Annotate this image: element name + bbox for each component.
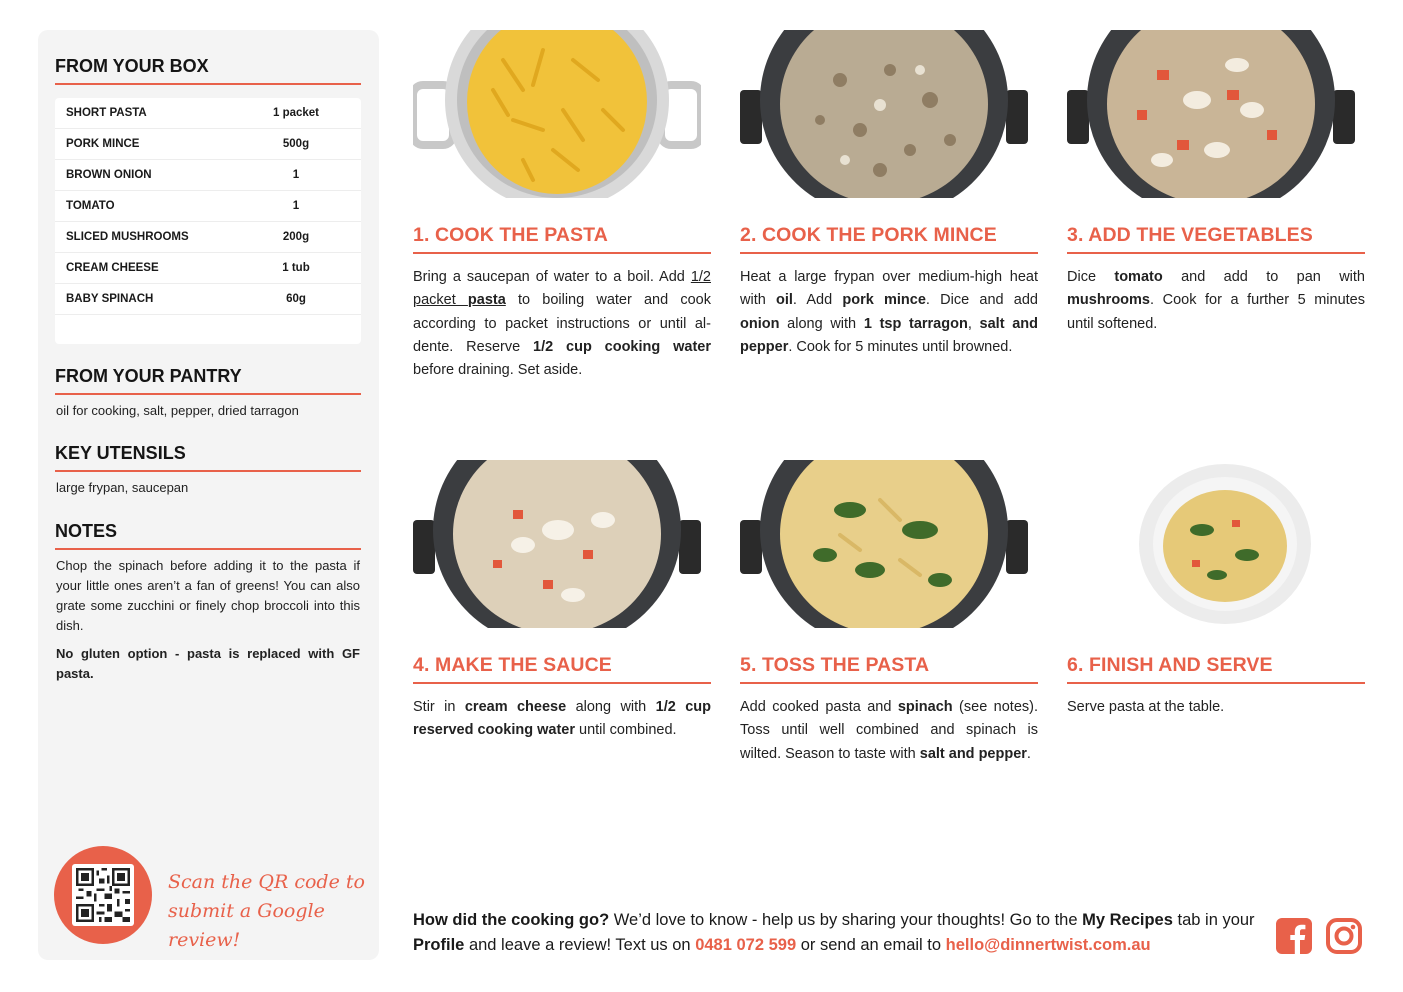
step-text-run: spinach	[897, 699, 953, 715]
gluten-note: No gluten option - pasta is replaced with GF pasta.	[56, 646, 360, 681]
step-text-run: 1/2 cup reserved cooking water	[413, 699, 711, 739]
footer-question: How did the cooking go?	[413, 911, 610, 929]
step-5-body	[740, 696, 1038, 766]
step-text-run: . Add	[792, 292, 843, 309]
step-text-run: . Dice and add	[925, 292, 1038, 309]
step-text-run: before draining. Set aside.	[413, 362, 583, 379]
step-1-title: 1. COOK THE PASTA	[413, 224, 711, 254]
footer-text-1: We’d love to know - help us by sharing your thoughts! Go to the	[609, 911, 1083, 929]
pantry-text: oil for cooking, salt, pepper, dried tarragon	[56, 403, 299, 418]
ingredient-qty: 1	[292, 169, 300, 181]
phone-link[interactable]: 0481 072 599	[695, 936, 797, 954]
step-6-image	[1067, 460, 1355, 628]
ingredient-row	[55, 160, 361, 191]
from-box-title: FROM YOUR BOX	[55, 56, 361, 85]
step-text-run: . Cook for a further 5 minutes until softened.	[1067, 292, 1365, 332]
footer-text-3: and leave a review! Text us on	[464, 936, 696, 954]
utensils-title: KEY UTENSILS	[55, 443, 361, 472]
pantry-title: FROM YOUR PANTRY	[55, 366, 361, 395]
ingredient-qty: 1 tub	[282, 262, 310, 274]
step-text-run: Heat a large frypan over medium-high heat with	[740, 269, 1038, 309]
qr-badge[interactable]	[54, 846, 152, 944]
step-text-run: and add to pan with	[1162, 269, 1365, 285]
my-recipes-label: My Recipes	[1082, 911, 1173, 929]
step-text-run: salt and pepper	[919, 745, 1027, 762]
step-text-run: Bring a saucepan of water to a boil. Add	[413, 269, 691, 285]
step-text-run: Stir in	[413, 699, 465, 715]
ingredient-row	[55, 98, 361, 129]
step-4-image	[413, 460, 701, 628]
step-text-run: .	[1026, 745, 1031, 762]
step-3-body	[1067, 266, 1365, 336]
step-text-run: to boiling water and cook according to packet instructions or until al-dente. Reserve	[413, 292, 711, 355]
step-text-run: 1/2 packet	[413, 269, 711, 309]
notes-title: NOTES	[55, 521, 361, 550]
footer-text-2: tab in your	[1172, 911, 1255, 929]
step-text-run: tomato	[1114, 269, 1163, 285]
step-text-run: oil	[776, 292, 793, 309]
step-text-run: 1 tsp tarragon	[863, 315, 968, 332]
step-text-run: Dice	[1067, 269, 1115, 285]
profile-label: Profile	[413, 936, 465, 954]
ingredient-name: BABY SPINACH	[66, 293, 154, 305]
utensils-text: large frypan, saucepan	[56, 480, 189, 495]
qr-cta-line2: submit a Google review!	[168, 900, 325, 951]
qr-cta-line1: Scan the QR code to	[168, 871, 365, 893]
ingredient-name: PORK MINCE	[66, 138, 140, 150]
step-5-image	[740, 460, 1028, 628]
step-5-title: 5. TOSS THE PASTA	[740, 654, 1038, 684]
step-text-run: Serve pasta at the table.	[1067, 699, 1225, 715]
step-text-run: onion	[740, 315, 780, 332]
step-2-body	[740, 266, 1038, 359]
step-text-run: pork mince	[842, 292, 926, 309]
sidebar	[38, 30, 379, 960]
ingredient-qty: 1	[292, 200, 300, 212]
ingredient-row	[55, 284, 361, 315]
step-text-run: 1/2 cup cooking water	[533, 338, 711, 355]
ingredient-row	[55, 222, 361, 253]
ingredient-row	[55, 191, 361, 222]
ingredient-name: SHORT PASTA	[66, 107, 147, 119]
ingredient-qty: 60g	[286, 293, 306, 305]
ingredient-row	[55, 253, 361, 284]
ingredient-name: TOMATO	[66, 200, 115, 212]
step-4-title: 4. MAKE THE SAUCE	[413, 654, 711, 684]
footer-text-4: or send an email to	[796, 936, 946, 954]
ingredient-name: CREAM CHEESE	[66, 262, 159, 274]
facebook-icon[interactable]	[1275, 917, 1313, 955]
step-text-run: pasta	[467, 292, 506, 309]
step-text-run: until combined.	[575, 722, 677, 739]
step-1-image	[413, 30, 701, 198]
step-6-body	[1067, 696, 1365, 719]
qr-code-icon	[72, 864, 134, 926]
step-text-run: salt and pepper	[740, 315, 1039, 355]
email-link[interactable]: hello@dinnertwist.com.au	[945, 936, 1151, 954]
ingredients-table	[55, 98, 361, 344]
step-text-run: along with	[566, 699, 656, 715]
ingredient-row	[55, 129, 361, 160]
step-1-body	[413, 266, 711, 382]
review-footer	[413, 908, 1273, 958]
step-text-run: Add cooked pasta and	[740, 699, 898, 715]
qr-cta	[168, 868, 368, 955]
ingredient-qty: 1 packet	[272, 107, 320, 119]
notes-text: Chop the spinach before adding it to the pasta if your little ones aren’t a fan of greens! You can also grate some zucchini or finely chop broccoli into this dish.	[56, 558, 360, 633]
step-2-title: 2. COOK THE PORK MINCE	[740, 224, 1038, 254]
ingredient-qty: 500g	[282, 138, 310, 150]
step-text-run: mushrooms	[1067, 292, 1150, 309]
step-text-run: (see notes). Toss until well combined and spinach is wilted. Season to taste with	[740, 699, 1039, 762]
step-4-body	[413, 696, 711, 743]
step-text-run: cream cheese	[464, 699, 567, 715]
step-3-image	[1067, 30, 1355, 198]
step-6-title: 6. FINISH AND SERVE	[1067, 654, 1365, 684]
ingredient-name: SLICED MUSHROOMS	[66, 231, 189, 243]
step-2-image	[740, 30, 1028, 198]
step-3-title: 3. ADD THE VEGETABLES	[1067, 224, 1365, 254]
step-text-run: ,	[967, 315, 980, 332]
step-text-run: . Cook for 5 minutes until browned.	[788, 338, 1013, 355]
ingredient-qty: 200g	[282, 231, 310, 243]
ingredient-name: BROWN ONION	[66, 169, 152, 181]
step-text-run: along with	[779, 315, 864, 332]
instagram-icon[interactable]	[1325, 917, 1363, 955]
